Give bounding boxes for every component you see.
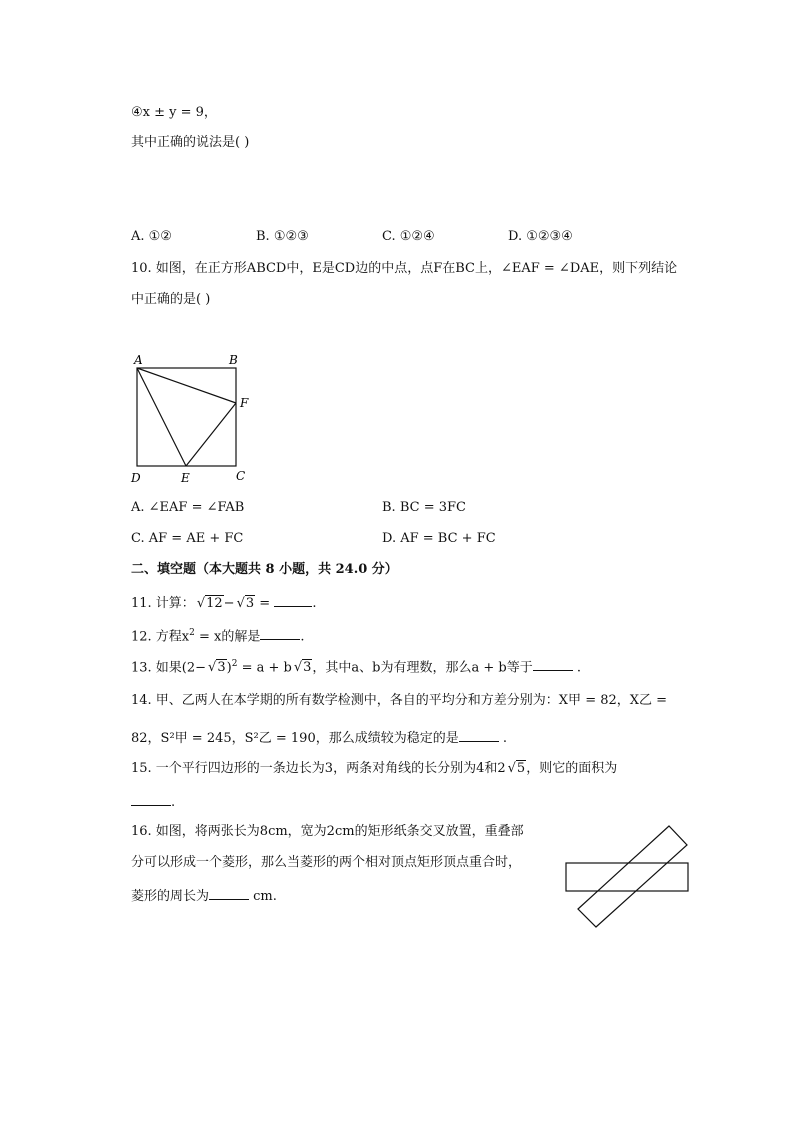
q10-line1: 10. 如图，在正方形ABCD中，E是CD边的中点，点F在BC上，∠EAF = ∠DAE，则下列结论	[131, 261, 678, 276]
diagonal-strip	[578, 826, 687, 927]
label-f: F	[240, 396, 249, 410]
q15-answer-blank	[131, 792, 171, 806]
crossed-strips-figure	[560, 822, 695, 932]
q11-answer-blank	[274, 593, 312, 607]
q9-option-a: A. ①②	[131, 229, 172, 244]
label-d: D	[131, 471, 141, 485]
q11: 11. 计算： √12− √3 = .	[131, 593, 316, 613]
horizontal-strip	[566, 863, 688, 891]
q15-line2: .	[131, 792, 175, 812]
q10-option-c: C. AF = AE + FC	[131, 531, 244, 546]
label-a: A	[134, 353, 143, 367]
q13: 13. 如果$(2- √3)^2 = a + b$ √3，其中a、b为有理数，那么a + b等于 .	[131, 659, 581, 676]
label-e: E	[181, 471, 190, 485]
label-b: B	[229, 353, 238, 367]
label-c: C	[236, 469, 246, 483]
q10-option-a: A. ∠EAF = ∠FAB	[131, 500, 245, 515]
q9-item4: ④x ± y = 9，	[131, 105, 217, 120]
q14-line1: 14. 甲、乙两人在本学期的所有数学检测中，各自的平均分和方差分别为：X甲 = 82，X乙 =	[131, 693, 668, 708]
q14-answer-blank	[459, 728, 499, 742]
square-abcd	[137, 368, 236, 466]
square-figure	[128, 348, 258, 488]
q16-line1: 16. 如图，将两张长为8cm，宽为2cm的矩形纸条交叉放置，重叠部	[131, 824, 524, 839]
q9-prompt: 其中正确的说法是( )	[131, 135, 250, 150]
q16-answer-blank	[209, 886, 249, 900]
q12-answer-blank	[260, 626, 300, 640]
q10-option-d: D. AF = BC + FC	[382, 531, 496, 546]
q13-answer-blank	[533, 657, 573, 671]
section-title: 二、填空题（本大题共 8 小题，共 24.0 分）	[131, 562, 398, 577]
q10-line2: 中正确的是( )	[131, 292, 211, 307]
q14-line2: 82，S²甲 = 245，S²乙 = 190，那么成绩较为稳定的是 .	[131, 728, 507, 748]
segment-ef	[186, 403, 236, 466]
q16-line3: 菱形的周长为 cm.	[131, 886, 277, 906]
q9-option-b: B. ①②③	[256, 229, 309, 244]
q9-option-d: D. ①②③④	[508, 229, 573, 244]
q16-line2: 分可以形成一个菱形，那么当菱形的两个相对顶点矩形顶点重合时，	[131, 855, 522, 870]
q15-line1: 15. 一个平行四边形的一条边长为3，两条对角线的长分别为4和2 √5，则它的面积为	[131, 761, 618, 776]
q9-option-c: C. ①②④	[382, 229, 435, 244]
q12: 12. 方程$x^2 = x$的解是 .	[131, 628, 305, 645]
q10-option-b: B. BC = 3FC	[382, 500, 466, 515]
